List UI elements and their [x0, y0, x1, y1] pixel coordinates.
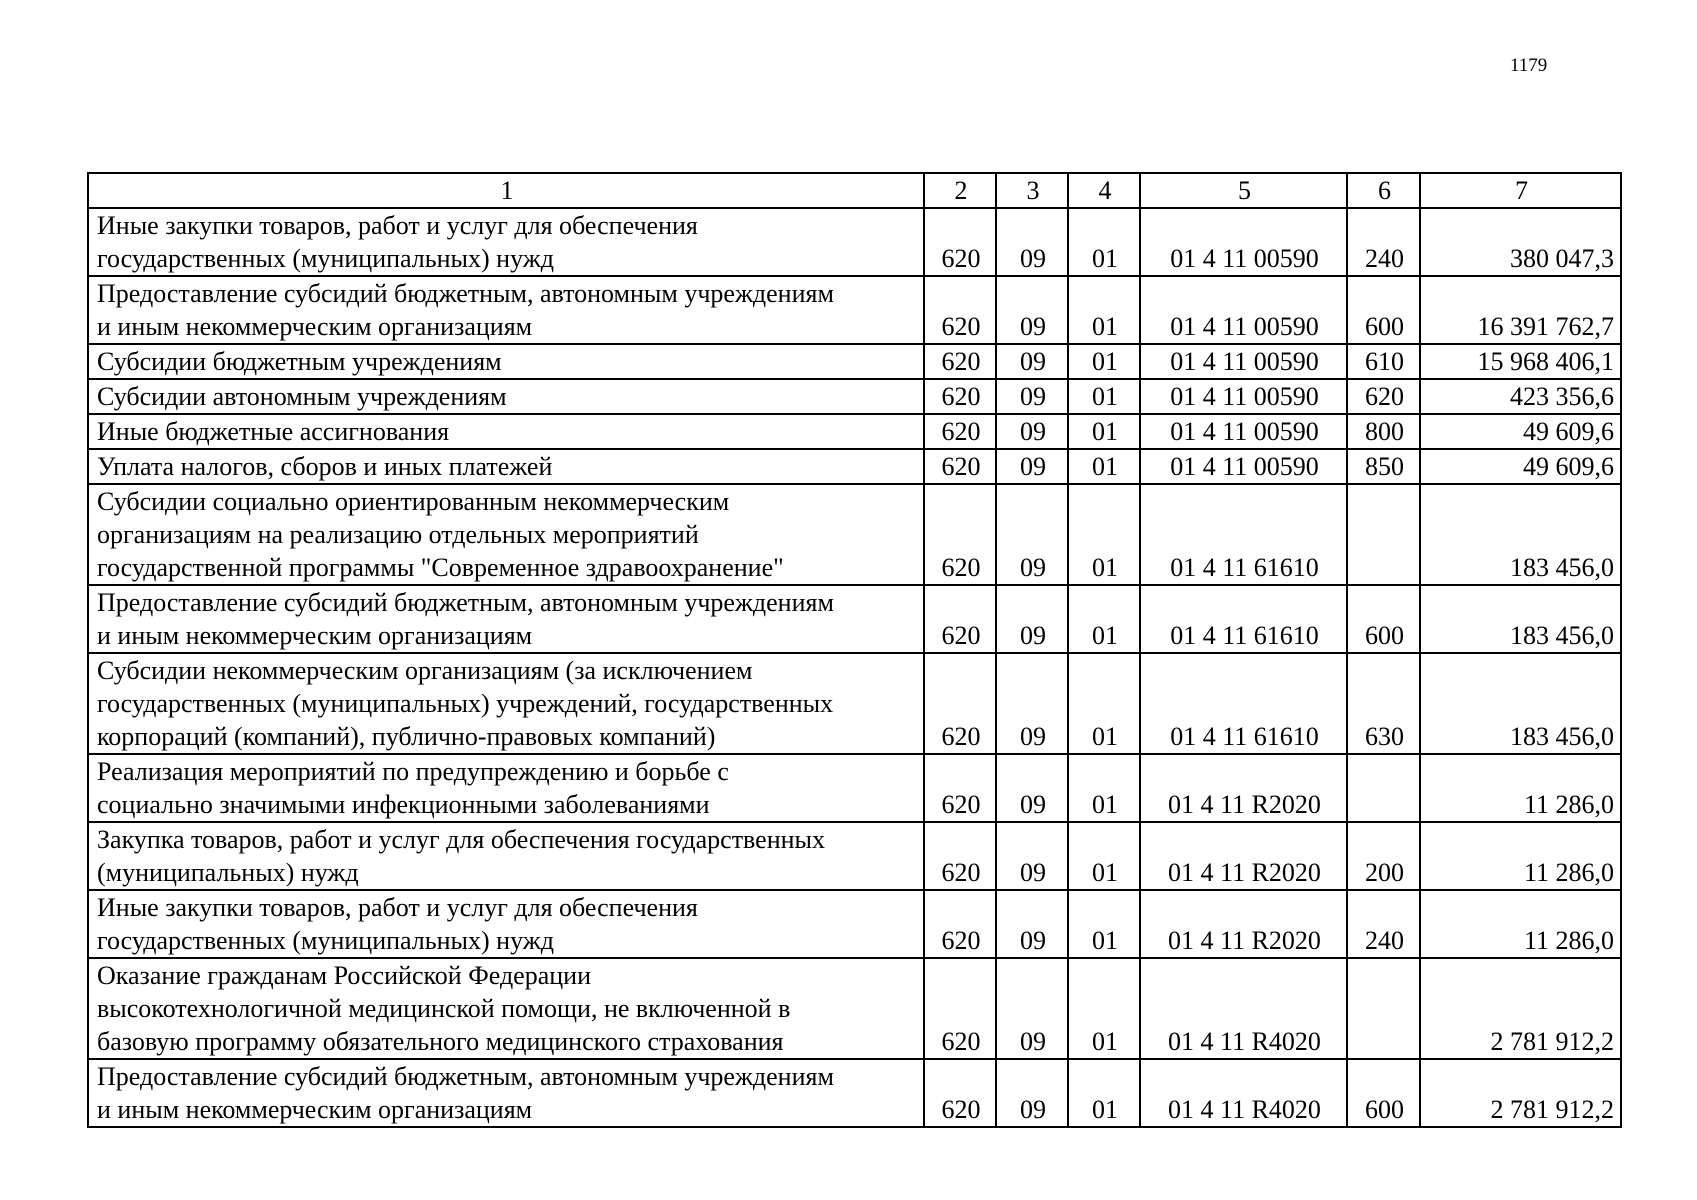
target-article-cell: 01 4 11 61610: [1140, 484, 1347, 585]
amount-cell: 380 047,3: [1420, 208, 1621, 276]
column-header: 1: [88, 173, 924, 208]
ministry-code-cell: 620: [924, 414, 996, 449]
target-article-cell: 01 4 11 00590: [1140, 449, 1347, 484]
target-article-cell: 01 4 11 61610: [1140, 585, 1347, 653]
ministry-code-cell: 620: [924, 958, 996, 1059]
section-code-cell: 09: [996, 754, 1068, 822]
target-article-cell: 01 4 11 R2020: [1140, 890, 1347, 958]
section-code-cell: 09: [996, 344, 1068, 379]
table-row: [88, 276, 1621, 344]
section-code-cell: 09: [996, 276, 1068, 344]
ministry-code-cell: 620: [924, 484, 996, 585]
section-code-cell: 09: [996, 1059, 1068, 1127]
table-body: [88, 208, 1621, 1127]
section-code-cell: 09: [996, 585, 1068, 653]
subsection-code-cell: 01: [1068, 449, 1140, 484]
expense-type-cell: 630: [1347, 653, 1420, 754]
amount-cell: 2 781 912,2: [1420, 1059, 1621, 1127]
target-article-cell: 01 4 11 00590: [1140, 379, 1347, 414]
subsection-code-cell: 01: [1068, 958, 1140, 1059]
section-code-cell: 09: [996, 890, 1068, 958]
item-name-cell: Иные закупки товаров, работ и услуг для обеспечения государственных (муниципальных) нужд: [88, 890, 924, 958]
subsection-code-cell: 01: [1068, 890, 1140, 958]
subsection-code-cell: 01: [1068, 484, 1140, 585]
ministry-code-cell: 620: [924, 449, 996, 484]
item-name-cell: Предоставление субсидий бюджетным, автономным учреждениям и иным некоммерческим организациям: [88, 1059, 924, 1127]
expense-type-cell: 600: [1347, 585, 1420, 653]
subsection-code-cell: 01: [1068, 344, 1140, 379]
expense-type-cell: [1347, 484, 1420, 585]
ministry-code-cell: 620: [924, 822, 996, 890]
item-name-cell: Предоставление субсидий бюджетным, автономным учреждениям и иным некоммерческим организациям: [88, 276, 924, 344]
section-code-cell: 09: [996, 414, 1068, 449]
expense-type-cell: 200: [1347, 822, 1420, 890]
expense-type-cell: 850: [1347, 449, 1420, 484]
target-article-cell: 01 4 11 R4020: [1140, 958, 1347, 1059]
item-name-cell: Субсидии социально ориентированным некоммерческим организациям на реализацию отдельных мероприятий государственной программы "Современное здравоохранение": [88, 484, 924, 585]
table-row: [88, 484, 1621, 585]
table-row: [88, 344, 1621, 379]
table-row: [88, 653, 1621, 754]
table-row: [88, 208, 1621, 276]
page-number: 1179: [1510, 55, 1548, 76]
item-name-cell: Субсидии бюджетным учреждениям: [88, 344, 924, 379]
section-code-cell: 09: [996, 208, 1068, 276]
section-code-cell: 09: [996, 449, 1068, 484]
column-header: 5: [1140, 173, 1347, 208]
table-row: [88, 754, 1621, 822]
expense-type-cell: [1347, 958, 1420, 1059]
table-row: [88, 414, 1621, 449]
target-article-cell: 01 4 11 00590: [1140, 414, 1347, 449]
subsection-code-cell: 01: [1068, 1059, 1140, 1127]
target-article-cell: 01 4 11 R2020: [1140, 754, 1347, 822]
target-article-cell: 01 4 11 R2020: [1140, 822, 1347, 890]
ministry-code-cell: 620: [924, 653, 996, 754]
target-article-cell: 01 4 11 R4020: [1140, 1059, 1347, 1127]
section-code-cell: 09: [996, 484, 1068, 585]
expense-type-cell: 600: [1347, 1059, 1420, 1127]
section-code-cell: 09: [996, 822, 1068, 890]
ministry-code-cell: 620: [924, 344, 996, 379]
subsection-code-cell: 01: [1068, 208, 1140, 276]
subsection-code-cell: 01: [1068, 822, 1140, 890]
amount-cell: 423 356,6: [1420, 379, 1621, 414]
ministry-code-cell: 620: [924, 379, 996, 414]
target-article-cell: 01 4 11 00590: [1140, 344, 1347, 379]
table-row: [88, 822, 1621, 890]
expense-type-cell: 800: [1347, 414, 1420, 449]
subsection-code-cell: 01: [1068, 276, 1140, 344]
expense-type-cell: 240: [1347, 890, 1420, 958]
item-name-cell: Закупка товаров, работ и услуг для обеспечения государственных (муниципальных) нужд: [88, 822, 924, 890]
amount-cell: 183 456,0: [1420, 653, 1621, 754]
section-code-cell: 09: [996, 653, 1068, 754]
subsection-code-cell: 01: [1068, 414, 1140, 449]
amount-cell: 183 456,0: [1420, 484, 1621, 585]
amount-cell: 2 781 912,2: [1420, 958, 1621, 1059]
column-header: 6: [1347, 173, 1420, 208]
expense-type-cell: 240: [1347, 208, 1420, 276]
subsection-code-cell: 01: [1068, 754, 1140, 822]
ministry-code-cell: 620: [924, 208, 996, 276]
table-row: [88, 449, 1621, 484]
subsection-code-cell: 01: [1068, 379, 1140, 414]
target-article-cell: 01 4 11 00590: [1140, 208, 1347, 276]
expense-type-cell: [1347, 754, 1420, 822]
amount-cell: 16 391 762,7: [1420, 276, 1621, 344]
ministry-code-cell: 620: [924, 1059, 996, 1127]
expense-type-cell: 620: [1347, 379, 1420, 414]
expense-type-cell: 610: [1347, 344, 1420, 379]
ministry-code-cell: 620: [924, 585, 996, 653]
item-name-cell: Уплата налогов, сборов и иных платежей: [88, 449, 924, 484]
item-name-cell: Субсидии автономным учреждениям: [88, 379, 924, 414]
target-article-cell: 01 4 11 00590: [1140, 276, 1347, 344]
header-row: [88, 173, 1621, 208]
item-name-cell: Оказание гражданам Российской Федерации высокотехнологичной медицинской помощи, не включенной в базовую программу обязательного медицинского страхования: [88, 958, 924, 1059]
budget-table: [87, 172, 1622, 1128]
amount-cell: 11 286,0: [1420, 754, 1621, 822]
item-name-cell: Иные бюджетные ассигнования: [88, 414, 924, 449]
item-name-cell: Иные закупки товаров, работ и услуг для обеспечения государственных (муниципальных) нужд: [88, 208, 924, 276]
table-row: [88, 958, 1621, 1059]
subsection-code-cell: 01: [1068, 585, 1140, 653]
ministry-code-cell: 620: [924, 754, 996, 822]
amount-cell: 183 456,0: [1420, 585, 1621, 653]
column-header: 2: [924, 173, 996, 208]
ministry-code-cell: 620: [924, 276, 996, 344]
table-row: [88, 890, 1621, 958]
subsection-code-cell: 01: [1068, 653, 1140, 754]
amount-cell: 49 609,6: [1420, 414, 1621, 449]
amount-cell: 15 968 406,1: [1420, 344, 1621, 379]
ministry-code-cell: 620: [924, 890, 996, 958]
table-row: [88, 379, 1621, 414]
column-header: 7: [1420, 173, 1621, 208]
table-row: [88, 1059, 1621, 1127]
item-name-cell: Субсидии некоммерческим организациям (за исключением государственных (муниципальных) учреждений, государственных корпораций (компаний), публично-правовых компаний): [88, 653, 924, 754]
amount-cell: 49 609,6: [1420, 449, 1621, 484]
table-row: [88, 585, 1621, 653]
section-code-cell: 09: [996, 379, 1068, 414]
expense-type-cell: 600: [1347, 276, 1420, 344]
column-header: 4: [1068, 173, 1140, 208]
amount-cell: 11 286,0: [1420, 822, 1621, 890]
amount-cell: 11 286,0: [1420, 890, 1621, 958]
section-code-cell: 09: [996, 958, 1068, 1059]
target-article-cell: 01 4 11 61610: [1140, 653, 1347, 754]
item-name-cell: Предоставление субсидий бюджетным, автономным учреждениям и иным некоммерческим организациям: [88, 585, 924, 653]
column-header: 3: [996, 173, 1068, 208]
item-name-cell: Реализация мероприятий по предупреждению и борьбе с социально значимыми инфекционными заболеваниями: [88, 754, 924, 822]
